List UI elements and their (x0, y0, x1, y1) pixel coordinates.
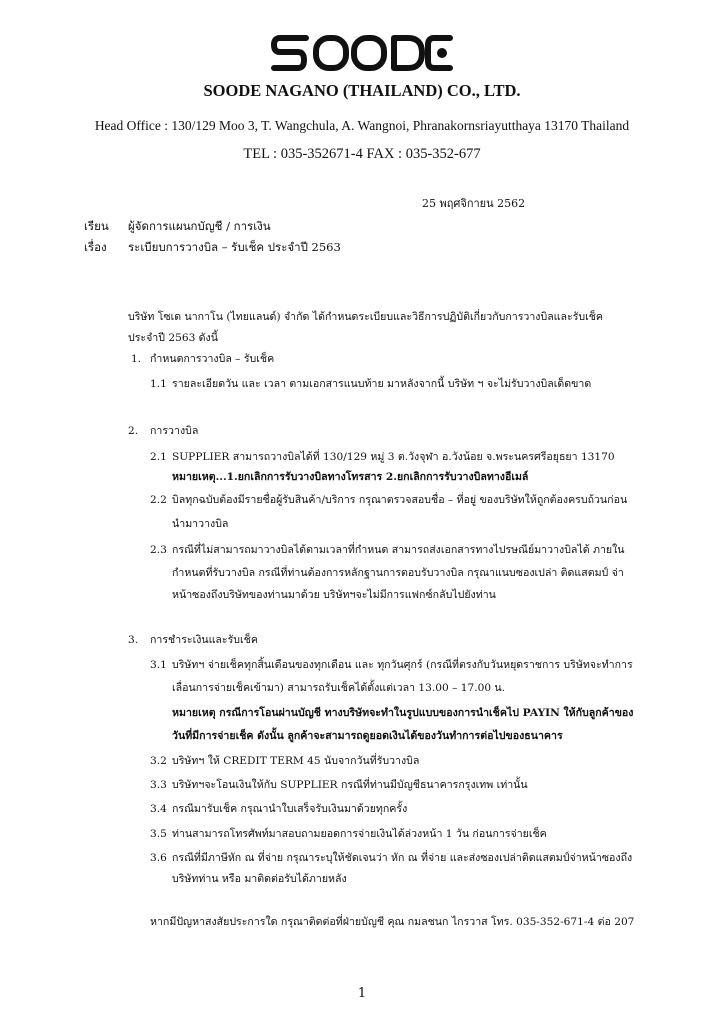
item-1-1-text: รายละเอียดวัน และ เวลา ตามเอกสารแนบท้าย มาหลังจากนี้ บริษัท ฯ จะไม่รับวางบิลเด็ดขาด (172, 378, 592, 390)
item-3-4-number: 3.4 (150, 803, 167, 815)
section-3-title: การชำระเงินและรับเช็ค (150, 634, 258, 646)
item-2-3-number: 2.3 (150, 544, 167, 556)
letter-date: 25 พฤศจิกายน 2562 (422, 197, 526, 210)
contact-numbers: TEL : 035-352671-4 FAX : 035-352-677 (243, 146, 481, 162)
intro-line-1: บริษัท โซเด นากาโน (ไทยแลนด์) จำกัด ได้กำหนดระเบียบและวิธีการปฏิบัติเกี่ยวกับการวางบิลและรับเช็ค (128, 311, 604, 323)
company-name: SOODE NAGANO (THAILAND) CO., LTD. (203, 81, 521, 100)
item-3-3-text: บริษัทฯจะโอนเงินให้กับ SUPPLIER กรณีที่ท่านมีบัญชีธนาคารกรุงเทพ เท่านั้น (172, 779, 528, 791)
item-2-2-line-1: บิลทุกฉบับต้องมีรายชื่อผู้รับสินค้า/บริการ กรุณาตรวจสอบชื่อ – ที่อยู่ ของบริษัทให้ถูกต้องครบถ้วนก่อน (172, 494, 628, 506)
intro-line-2: ประจำปี 2563 ดังนี้ (128, 332, 218, 344)
item-3-1-line-2: เลื่อนการจ่ายเช็คเข้ามา) สามารถรับเช็คได้ตั้งแต่เวลา 13.00 – 17.00 น. (172, 682, 506, 694)
item-3-5-number: 3.5 (150, 828, 167, 840)
subject-label: เรื่อง (84, 240, 107, 254)
recipient-label: เรียน (84, 219, 109, 233)
subject-value: ระเบียบการวางบิล – รับเช็ค ประจำปี 2563 (128, 240, 341, 254)
recipient-value: ผู้จัดการแผนกบัญชี / การเงิน (128, 219, 271, 233)
section-1-number: 1. (131, 353, 142, 365)
item-3-6-line-1: กรณีที่มีภาษีหัก ณ ที่จ่าย กรุณาระบุให้ชัดเจนว่า หัก ณ ที่จ่าย และส่งซองเปล่าติดแสตมป์จ่าหน้าซองถึง (172, 852, 633, 864)
head-office-address: Head Office : 130/129 Moo 3, T. Wangchula, A. Wangnoi, Phranakornsriayutthaya 13170 Thailand (94, 118, 630, 133)
item-2-1-number: 2.1 (150, 451, 167, 463)
item-3-1-number: 3.1 (150, 659, 167, 671)
item-3-5-text: ท่านสามารถโทรศัพท์มาสอบถามยอดการจ่ายเงินได้ล่วงหน้า 1 วัน ก่อนการจ่ายเช็ค (172, 828, 547, 840)
item-3-6-line-2: บริษัทท่าน หรือ มาติดต่อรับได้ภายหลัง (172, 873, 347, 885)
company-logo (270, 28, 454, 78)
item-2-2-number: 2.2 (150, 494, 167, 506)
item-3-1-line-1: บริษัทฯ จ่ายเช็คทุกสิ้นเดือนของทุกเดือน และ ทุกวันศุกร์ (กรณีที่ตรงกับวันหยุดราชการ บริษัทจะทำการ (172, 659, 633, 671)
item-3-6-number: 3.6 (150, 852, 167, 864)
item-2-3-line-2: กำหนดที่รับวางบิล กรณีที่ท่านต้องการหลักฐานการตอบรับวางบิล กรุณาแนบซองเปล่า ติดแสตมป์ จ่า (172, 567, 624, 579)
item-2-3-line-1: กรณีที่ไม่สามารถมาวางบิลได้ตามเวลาที่กำหนด สามารถส่งเอกสารทางไปรษณีย์มาวางบิลได้ ภายใน (172, 544, 625, 556)
item-1-1-number: 1.1 (150, 378, 167, 390)
recipient-line (84, 218, 271, 236)
item-2-1-text: SUPPLIER สามารถวางบิลได้ที่ 130/129 หมู่ 3 ต.วังจุฬา อ.วังน้อย จ.พระนครศรีอยุธยา 13170 (172, 451, 615, 463)
item-3-2-text: บริษัทฯ ให้ CREDIT TERM 45 นับจากวันที่รับวางบิล (172, 755, 420, 767)
item-3-1-note-1: หมายเหตุ กรณีการโอนผ่านบัญชี ทางบริษัทจะทำในรูปแบบของการนำเช็คไป PAYIN ให้กับลูกค้าของ (172, 707, 634, 719)
item-3-2-number: 3.2 (150, 755, 167, 767)
section-2-number: 2. (128, 425, 139, 437)
item-2-3-line-3: หน้าซองถึงบริษัทของท่านมาด้วย บริษัทฯจะไม่มีการแฟกซ์กลับไปยังท่าน (172, 589, 496, 601)
item-2-2-line-2: นำมาวางบิล (172, 518, 229, 530)
section-2-title: การวางบิล (150, 425, 199, 437)
section-1-title: กำหนดการวางบิล – รับเช็ค (150, 353, 275, 365)
item-3-3-number: 3.3 (150, 779, 167, 791)
item-2-1-note: หมายเหตุ...1.ยกเลิกการรับวางบิลทางโทรสาร 2.ยกเลิกการรับวางบิลทางอีเมล์ (172, 471, 529, 483)
section-3-number: 3. (128, 634, 139, 646)
page-number: 1 (357, 986, 367, 1001)
contact-footer-note: หากมีปัญหาสงสัยประการใด กรุณาติดต่อที่ฝ่ายบัญชี คุณ กมลชนก ไกรวาส โทร. 035-352-671-4 ต่อ 207 (150, 916, 635, 928)
subject-line (84, 239, 341, 257)
item-3-4-text: กรณีมารับเช็ค กรุณานำใบเสร็จรับเงินมาด้วยทุกครั้ง (172, 803, 408, 815)
item-3-1-note-2: วันที่มีการจ่ายเช็ค ดังนั้น ลูกค้าจะสามารถดูยอดเงินได้ของวันทำการต่อไปของธนาคาร (172, 730, 563, 742)
